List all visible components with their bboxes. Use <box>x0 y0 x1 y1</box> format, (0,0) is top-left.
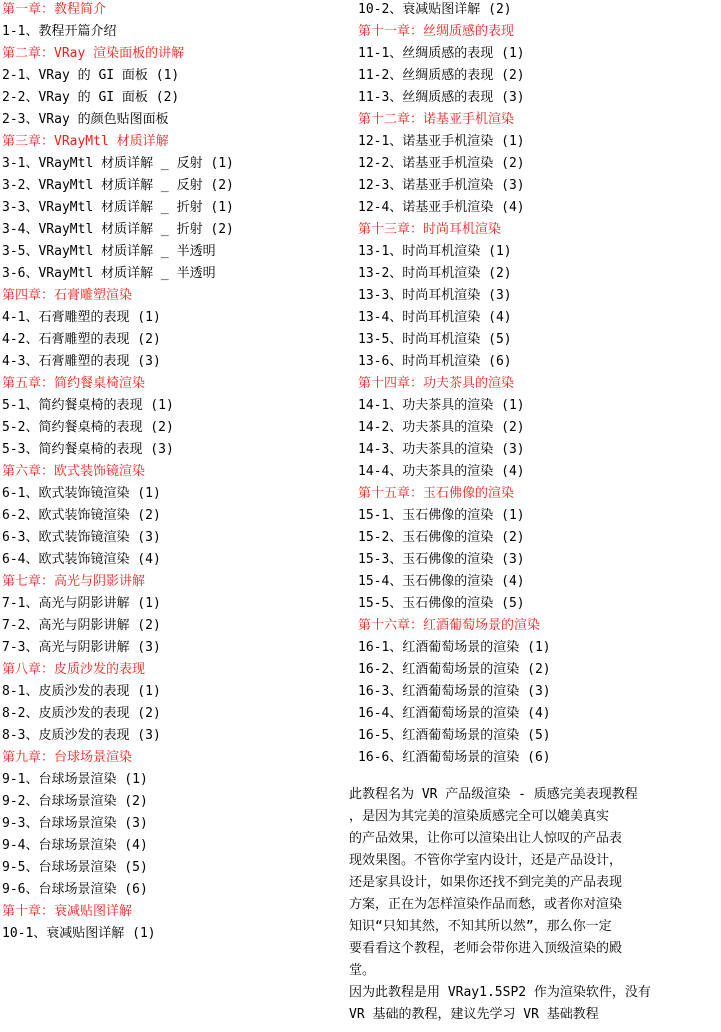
chapter-heading: 第一章：教程简介 <box>2 2 107 17</box>
lesson-item: 12-1、诺基亚手机渲染 (1) <box>358 134 525 149</box>
lesson-item: 7-1、高光与阴影讲解 (1) <box>2 596 161 611</box>
lesson-item: 12-3、诺基亚手机渲染 (3) <box>358 178 525 193</box>
lesson-item: 7-3、高光与阴影讲解 (3) <box>2 640 161 655</box>
lesson-item: 9-5、台球场景渲染 (5) <box>2 860 148 875</box>
chapter-heading: 第七章：高光与阴影讲解 <box>2 574 146 589</box>
lesson-item: 6-2、欧式装饰镜渲染 (2) <box>2 508 161 523</box>
lesson-item: 13-1、时尚耳机渲染 (1) <box>358 244 512 259</box>
description-line: VR 基础的教程，建议先学习 VR 基础教程 <box>349 1007 599 1022</box>
lesson-item: 13-2、时尚耳机渲染 (2) <box>358 266 512 281</box>
lesson-item: 3-1、VRayMtl 材质详解 _ 反射 (1) <box>2 156 234 171</box>
description-line: 现效果图。不管你学室内设计，还是产品设计， <box>349 853 623 868</box>
lesson-item: 1-1、教程开篇介绍 <box>2 24 117 39</box>
chapter-heading: 第二章：VRay 渲染面板的讲解 <box>2 46 185 61</box>
chapter-heading: 第十三章：时尚耳机渲染 <box>358 222 502 237</box>
chapter-heading: 第十二章：诺基亚手机渲染 <box>358 112 515 127</box>
lesson-item: 7-2、高光与阴影讲解 (2) <box>2 618 161 633</box>
lesson-item: 9-1、台球场景渲染 (1) <box>2 772 148 787</box>
description-line: ，是因为其完美的渲染质感完全可以媲美真实 <box>349 809 610 824</box>
chapter-heading: 第十一章：丝绸质感的表现 <box>358 24 515 39</box>
chapter-heading: 第十五章：玉石佛像的渲染 <box>358 486 515 501</box>
lesson-item: 3-5、VRayMtl 材质详解 _ 半透明 <box>2 244 216 259</box>
chapter-heading: 第三章：VRayMtl 材质详解 <box>2 134 169 149</box>
lesson-item: 3-2、VRayMtl 材质详解 _ 反射 (2) <box>2 178 234 193</box>
lesson-item: 6-4、欧式装饰镜渲染 (4) <box>2 552 161 567</box>
lesson-item: 9-4、台球场景渲染 (4) <box>2 838 148 853</box>
lesson-item: 9-3、台球场景渲染 (3) <box>2 816 148 831</box>
description-line: 因为此教程是用 VRay1.5SP2 作为渲染软件，没有 <box>349 985 651 1000</box>
description-line: 此教程名为 VR 产品级渲染 - 质感完美表现教程 <box>349 787 638 802</box>
lesson-item: 12-4、诺基亚手机渲染 (4) <box>358 200 525 215</box>
lesson-item: 15-1、玉石佛像的渲染 (1) <box>358 508 525 523</box>
lesson-item: 10-2、衰减贴图详解 (2) <box>358 2 512 17</box>
lesson-item: 16-1、红酒葡萄场景的渲染 (1) <box>358 640 551 655</box>
chapter-heading: 第六章：欧式装饰镜渲染 <box>2 464 146 479</box>
lesson-item: 15-5、玉石佛像的渲染 (5) <box>358 596 525 611</box>
lesson-item: 14-2、功夫茶具的渲染 (2) <box>358 420 525 435</box>
lesson-item: 3-4、VRayMtl 材质详解 _ 折射 (2) <box>2 222 234 237</box>
chapter-heading: 第十六章：红酒葡萄场景的渲染 <box>358 618 541 633</box>
lesson-item: 16-4、红酒葡萄场景的渲染 (4) <box>358 706 551 721</box>
course-description <box>349 784 689 1026</box>
lesson-item: 13-5、时尚耳机渲染 (5) <box>358 332 512 347</box>
description-line: 堂。 <box>349 963 376 978</box>
lesson-item: 15-3、玉石佛像的渲染 (3) <box>358 552 525 567</box>
lesson-item: 14-3、功夫茶具的渲染 (3) <box>358 442 525 457</box>
lesson-item: 16-5、红酒葡萄场景的渲染 (5) <box>358 728 551 743</box>
lesson-item: 16-6、红酒葡萄场景的渲染 (6) <box>358 750 551 765</box>
lesson-item: 4-2、石膏雕塑的表现 (2) <box>2 332 161 347</box>
lesson-item: 6-1、欧式装饰镜渲染 (1) <box>2 486 161 501</box>
chapter-heading: 第十四章：功夫茶具的渲染 <box>358 376 515 391</box>
toc-right-column <box>358 0 551 769</box>
lesson-item: 15-2、玉石佛像的渲染 (2) <box>358 530 525 545</box>
lesson-item: 2-1、VRay 的 GI 面板 (1) <box>2 68 180 83</box>
lesson-item: 8-2、皮质沙发的表现 (2) <box>2 706 161 721</box>
lesson-item: 10-1、衰减贴图详解 (1) <box>2 926 156 941</box>
chapter-heading: 第五章：简约餐桌椅渲染 <box>2 376 146 391</box>
lesson-item: 2-3、VRay 的颜色贴图面板 <box>2 112 169 127</box>
lesson-item: 8-3、皮质沙发的表现 (3) <box>2 728 161 743</box>
lesson-item: 8-1、皮质沙发的表现 (1) <box>2 684 161 699</box>
lesson-item: 11-3、丝绸质感的表现 (3) <box>358 90 525 105</box>
chapter-heading: 第九章：台球场景渲染 <box>2 750 133 765</box>
description-line: 要看看这个教程，老师会带你进入顶级渲染的殿 <box>349 941 623 956</box>
lesson-item: 9-2、台球场景渲染 (2) <box>2 794 148 809</box>
lesson-item: 5-3、简约餐桌椅的表现 (3) <box>2 442 174 457</box>
description-line: 方案，正在为怎样渲染作品而愁，或者你对渲染 <box>349 897 623 912</box>
lesson-item: 12-2、诺基亚手机渲染 (2) <box>358 156 525 171</box>
toc-left-column <box>2 0 234 945</box>
chapter-heading: 第四章：石膏雕塑渲染 <box>2 288 133 303</box>
lesson-item: 15-4、玉石佛像的渲染 (4) <box>358 574 525 589</box>
description-line: 知识“只知其然，不知其所以然”，那么你一定 <box>349 919 612 934</box>
lesson-item: 6-3、欧式装饰镜渲染 (3) <box>2 530 161 545</box>
lesson-item: 16-2、红酒葡萄场景的渲染 (2) <box>358 662 551 677</box>
lesson-item: 13-4、时尚耳机渲染 (4) <box>358 310 512 325</box>
lesson-item: 4-1、石膏雕塑的表现 (1) <box>2 310 161 325</box>
lesson-item: 13-6、时尚耳机渲染 (6) <box>358 354 512 369</box>
description-line: 的产品效果，让你可以渲染出让人惊叹的产品表 <box>349 831 623 846</box>
lesson-item: 14-4、功夫茶具的渲染 (4) <box>358 464 525 479</box>
description-line: 还是家具设计，如果你还找不到完美的产品表现 <box>349 875 623 890</box>
lesson-item: 9-6、台球场景渲染 (6) <box>2 882 148 897</box>
lesson-item: 2-2、VRay 的 GI 面板 (2) <box>2 90 180 105</box>
lesson-item: 14-1、功夫茶具的渲染 (1) <box>358 398 525 413</box>
lesson-item: 4-3、石膏雕塑的表现 (3) <box>2 354 161 369</box>
lesson-item: 5-2、简约餐桌椅的表现 (2) <box>2 420 174 435</box>
chapter-heading: 第十章：衰减贴图详解 <box>2 904 133 919</box>
lesson-item: 3-3、VRayMtl 材质详解 _ 折射 (1) <box>2 200 234 215</box>
lesson-item: 13-3、时尚耳机渲染 (3) <box>358 288 512 303</box>
lesson-item: 5-1、简约餐桌椅的表现 (1) <box>2 398 174 413</box>
lesson-item: 3-6、VRayMtl 材质详解 _ 半透明 <box>2 266 216 281</box>
lesson-item: 11-1、丝绸质感的表现 (1) <box>358 46 525 61</box>
lesson-item: 11-2、丝绸质感的表现 (2) <box>358 68 525 83</box>
chapter-heading: 第八章：皮质沙发的表现 <box>2 662 146 677</box>
lesson-item: 16-3、红酒葡萄场景的渲染 (3) <box>358 684 551 699</box>
